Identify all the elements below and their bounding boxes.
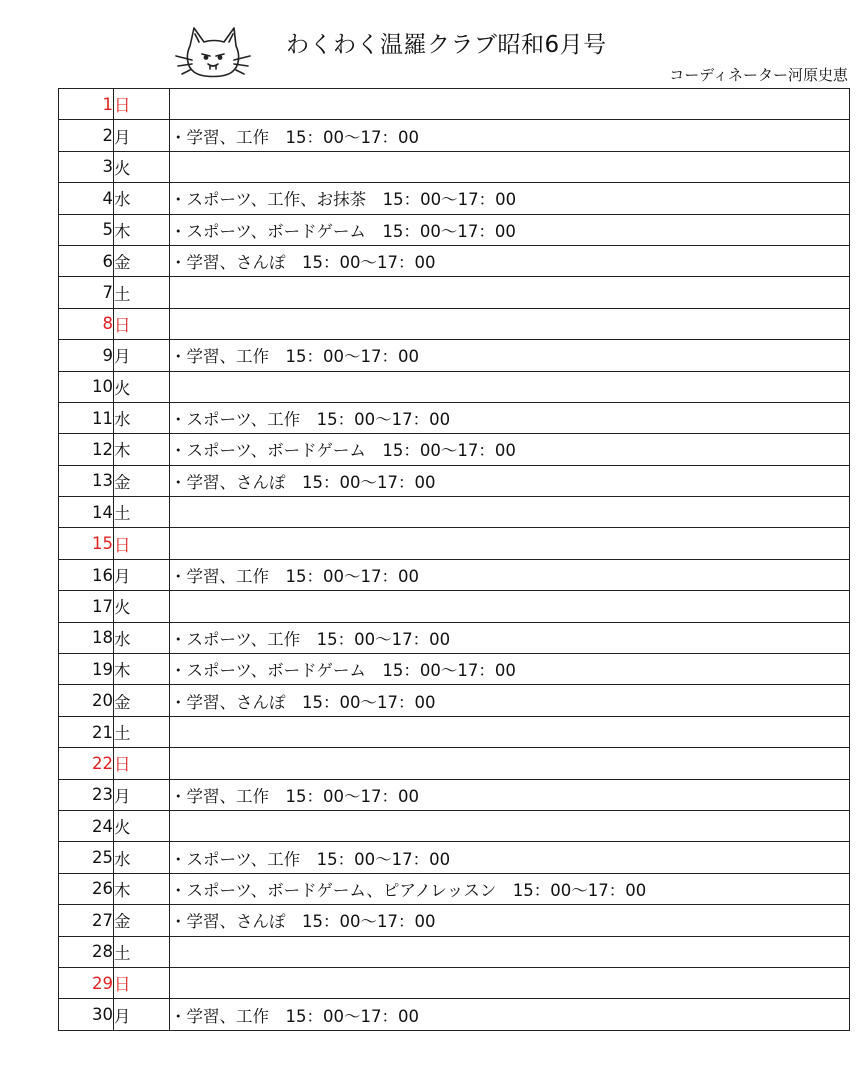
calendar-row [59, 748, 850, 779]
calendar-row [59, 465, 850, 496]
day-number: 5 [59, 214, 114, 245]
day-number: 2 [59, 120, 114, 151]
activity: ・学習、工作 15：00〜17：00 [170, 779, 850, 810]
weekday: 月 [114, 559, 170, 590]
activity [170, 151, 850, 182]
calendar-row [59, 371, 850, 402]
activity: ・スポーツ、ボードゲーム 15：00〜17：00 [170, 654, 850, 685]
calendar-row [59, 716, 850, 747]
activity: ・学習、工作 15：00〜17：00 [170, 559, 850, 590]
day-number: 27 [59, 905, 114, 936]
weekday: 日 [114, 528, 170, 559]
calendar-row [59, 654, 850, 685]
day-number: 4 [59, 183, 114, 214]
weekday: 月 [114, 779, 170, 810]
weekday: 火 [114, 810, 170, 841]
activity [170, 497, 850, 528]
day-number: 20 [59, 685, 114, 716]
calendar-row [59, 999, 850, 1030]
activity: ・スポーツ、ボードゲーム 15：00〜17：00 [170, 214, 850, 245]
calendar-table [58, 88, 850, 1031]
weekday: 火 [114, 371, 170, 402]
activity: ・学習、さんぽ 15：00〜17：00 [170, 905, 850, 936]
weekday: 土 [114, 936, 170, 967]
day-number: 17 [59, 591, 114, 622]
weekday: 金 [114, 685, 170, 716]
weekday: 木 [114, 654, 170, 685]
activity [170, 591, 850, 622]
activity: ・学習、工作 15：00〜17：00 [170, 340, 850, 371]
calendar-row [59, 120, 850, 151]
calendar-row [59, 340, 850, 371]
activity [170, 89, 850, 120]
weekday: 水 [114, 183, 170, 214]
weekday: 金 [114, 465, 170, 496]
day-number: 15 [59, 528, 114, 559]
activity [170, 748, 850, 779]
calendar-row [59, 873, 850, 904]
day-number: 13 [59, 465, 114, 496]
weekday: 日 [114, 89, 170, 120]
calendar-row [59, 905, 850, 936]
calendar-row [59, 151, 850, 182]
activity: ・スポーツ、工作、お抹茶 15：00〜17：00 [170, 183, 850, 214]
day-number: 28 [59, 936, 114, 967]
day-number: 9 [59, 340, 114, 371]
calendar-row [59, 528, 850, 559]
weekday: 月 [114, 340, 170, 371]
activity: ・学習、工作 15：00〜17：00 [170, 999, 850, 1030]
activity: ・学習、さんぽ 15：00〜17：00 [170, 245, 850, 276]
activity [170, 967, 850, 998]
weekday: 木 [114, 214, 170, 245]
weekday: 月 [114, 999, 170, 1030]
calendar-row [59, 967, 850, 998]
day-number: 26 [59, 873, 114, 904]
calendar-row [59, 308, 850, 339]
activity [170, 810, 850, 841]
day-number: 23 [59, 779, 114, 810]
activity: ・学習、工作 15：00〜17：00 [170, 120, 850, 151]
calendar-row [59, 685, 850, 716]
page-title: わくわく温羅クラブ昭和6月号 [286, 32, 607, 58]
activity [170, 277, 850, 308]
day-number: 24 [59, 810, 114, 841]
calendar-row [59, 183, 850, 214]
day-number: 3 [59, 151, 114, 182]
weekday: 火 [114, 591, 170, 622]
calendar-row [59, 497, 850, 528]
weekday: 土 [114, 277, 170, 308]
activity: ・スポーツ、ボードゲーム 15：00〜17：00 [170, 434, 850, 465]
activity: ・学習、さんぽ 15：00〜17：00 [170, 465, 850, 496]
weekday: 月 [114, 120, 170, 151]
activity: ・スポーツ、工作 15：00〜17：00 [170, 622, 850, 653]
day-number: 12 [59, 434, 114, 465]
weekday: 水 [114, 402, 170, 433]
weekday: 水 [114, 842, 170, 873]
weekday: 水 [114, 622, 170, 653]
activity: ・学習、さんぽ 15：00〜17：00 [170, 685, 850, 716]
activity: ・スポーツ、ボードゲーム、ピアノレッスン 15：00〜17：00 [170, 873, 850, 904]
weekday: 金 [114, 905, 170, 936]
day-number: 19 [59, 654, 114, 685]
day-number: 21 [59, 716, 114, 747]
activity [170, 716, 850, 747]
calendar-row [59, 936, 850, 967]
calendar-row [59, 89, 850, 120]
weekday: 土 [114, 497, 170, 528]
weekday: 木 [114, 873, 170, 904]
activity [170, 528, 850, 559]
calendar-row [59, 214, 850, 245]
activity [170, 936, 850, 967]
calendar-row [59, 622, 850, 653]
calendar-row [59, 277, 850, 308]
calendar-row [59, 402, 850, 433]
coordinator-name: コーディネーター河原史恵 [669, 66, 848, 84]
weekday: 木 [114, 434, 170, 465]
day-number: 18 [59, 622, 114, 653]
activity: ・スポーツ、工作 15：00〜17：00 [170, 402, 850, 433]
day-number: 25 [59, 842, 114, 873]
calendar-row [59, 591, 850, 622]
day-number: 22 [59, 748, 114, 779]
calendar-row [59, 779, 850, 810]
weekday: 日 [114, 308, 170, 339]
cat-face-icon [172, 24, 254, 86]
day-number: 29 [59, 967, 114, 998]
day-number: 1 [59, 89, 114, 120]
calendar-row [59, 559, 850, 590]
calendar-row [59, 434, 850, 465]
day-number: 11 [59, 402, 114, 433]
activity: ・スポーツ、工作 15：00〜17：00 [170, 842, 850, 873]
weekday: 火 [114, 151, 170, 182]
activity [170, 308, 850, 339]
calendar-row [59, 245, 850, 276]
weekday: 日 [114, 967, 170, 998]
weekday: 日 [114, 748, 170, 779]
day-number: 16 [59, 559, 114, 590]
day-number: 8 [59, 308, 114, 339]
weekday: 金 [114, 245, 170, 276]
day-number: 30 [59, 999, 114, 1030]
calendar-row [59, 842, 850, 873]
day-number: 10 [59, 371, 114, 402]
activity [170, 371, 850, 402]
day-number: 6 [59, 245, 114, 276]
day-number: 14 [59, 497, 114, 528]
day-number: 7 [59, 277, 114, 308]
weekday: 土 [114, 716, 170, 747]
calendar-row [59, 810, 850, 841]
